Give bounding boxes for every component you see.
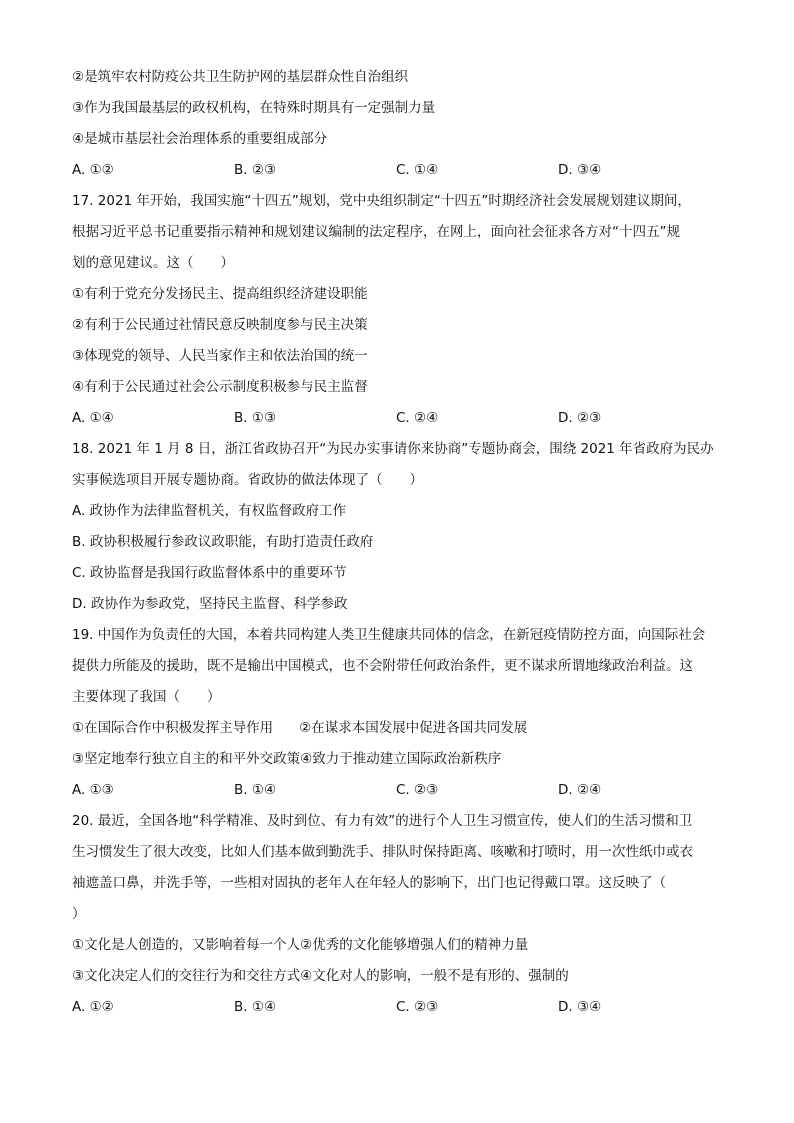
answer-options [72,155,732,186]
option-b[interactable]: B. 政协积极履行参政议政职能，有助打造责任政府 [72,534,374,550]
option-c[interactable]: C. ②③ [396,782,439,798]
option-b[interactable]: B. ①③ [234,410,277,426]
choice-item: ③作为我国最基层的政权机构，在特殊时期具有一定强制力量 [72,100,436,116]
choice-item-row: ③文化决定人们的交往行为和交往方式④文化对人的影响，一般不是有形的、强制的 [72,968,569,984]
option-d[interactable]: D. 政协作为参政党，坚持民主监督、科学参政 [72,596,348,612]
question-stem-line: 袖遮盖口鼻，并洗手等，一些相对固执的老年人在年轻人的影响下，出门也记得戴口罩。这反映了（ [72,875,666,891]
choice-item: ②在谋求本国发展中促进各国共同发展 [299,720,528,736]
option-c[interactable]: C. ②④ [396,410,439,426]
question-20 [72,806,732,1023]
option-a[interactable]: A. ①③ [72,782,114,798]
choice-item: ③体现党的领导、人民当家作主和依法治国的统一 [72,348,368,364]
option-d[interactable]: D. ②③ [558,410,602,426]
option-d[interactable]: D. ③④ [558,999,602,1015]
question-stem-line: 19. 中国作为负责任的大国，本着共同构建人类卫生健康共同体的信念，在新冠疫情防控方面，向国际社会 [72,627,706,643]
answer-options [72,775,732,806]
choice-item: ②有利于公民通过社情民意反映制度参与民主决策 [72,317,368,333]
question-stem-line: 根据习近平总书记重要指示精神和规划建议编制的法定程序，在网上，面向社会征求各方对“十四五”规 [72,224,680,240]
choice-item: ④有利于公民通过社会公示制度积极参与民主监督 [72,379,368,395]
option-d[interactable]: D. ③④ [558,162,602,178]
question-stem-line: 17. 2021 年开始，我国实施“十四五”规划，党中央组织制定“十四五”时期经济社会发展规划建议期间， [72,193,691,209]
option-c[interactable]: C. 政协监督是我国行政监督体系中的重要环节 [72,565,347,581]
choice-item-row: ①文化是人创造的，又影响着每一个人②优秀的文化能够增强人们的精神力量 [72,937,529,953]
question-stem-line: 实事候选项目开展专题协商。省政协的做法体现了（ ） [72,472,423,488]
question-stem-line: 主要体现了我国（ ） [72,689,221,705]
option-b[interactable]: B. ①④ [234,999,277,1015]
option-b[interactable]: B. ①④ [234,782,277,798]
choice-item: ②是筑牢农村防疫公共卫生防护网的基层群众性自治组织 [72,69,409,85]
option-a[interactable]: A. ①② [72,999,114,1015]
choice-item: ①有利于党充分发扬民主、提高组织经济建设职能 [72,286,368,302]
question-19 [72,620,732,806]
question-stem-line: ） [72,906,86,922]
choice-item: ①在国际合作中积极发挥主导作用 [72,720,274,736]
question-stem-line: 20. 最近，全国各地“科学精准、及时到位、有力有效”的进行个人卫生习惯宣传，使人们的生活习惯和卫 [72,813,693,829]
option-a[interactable]: A. ①④ [72,410,114,426]
option-b[interactable]: B. ②③ [234,162,277,178]
option-d[interactable]: D. ②④ [558,782,602,798]
option-a[interactable]: A. ①② [72,162,114,178]
answer-options [72,403,732,434]
choice-item: ④是城市基层社会治理体系的重要组成部分 [72,131,328,147]
option-c[interactable]: C. ①④ [396,162,439,178]
answer-options [72,992,732,1023]
choice-item-row: ③坚定地奉行独立自主的和平外交政策④致力于推动建立国际政治新秩序 [72,751,502,767]
exam-page [72,62,732,1023]
question-18 [72,434,732,620]
option-c[interactable]: C. ②③ [396,999,439,1015]
question-stem-line: 生习惯发生了很大改变，比如人们基本做到勤洗手、排队时保持距离、咳嗽和打喷时，用一次性纸巾或衣 [72,844,693,860]
question-16-tail [72,62,732,186]
option-a[interactable]: A. 政协作为法律监督机关，有权监督政府工作 [72,503,347,519]
question-stem-line: 划的意见建议。这（ ） [72,255,234,271]
choice-item-row [72,713,732,744]
question-stem-line: 提供力所能及的援助，既不是输出中国模式，也不会附带任何政治条件，更不谋求所谓地缘政治利益。这 [72,658,693,674]
question-17 [72,186,732,434]
question-stem-line: 18. 2021 年 1 月 8 日，浙江省政协召开“为民办实事请你来协商”专题协商会，围绕 2021 年省政府为民办 [72,441,714,457]
